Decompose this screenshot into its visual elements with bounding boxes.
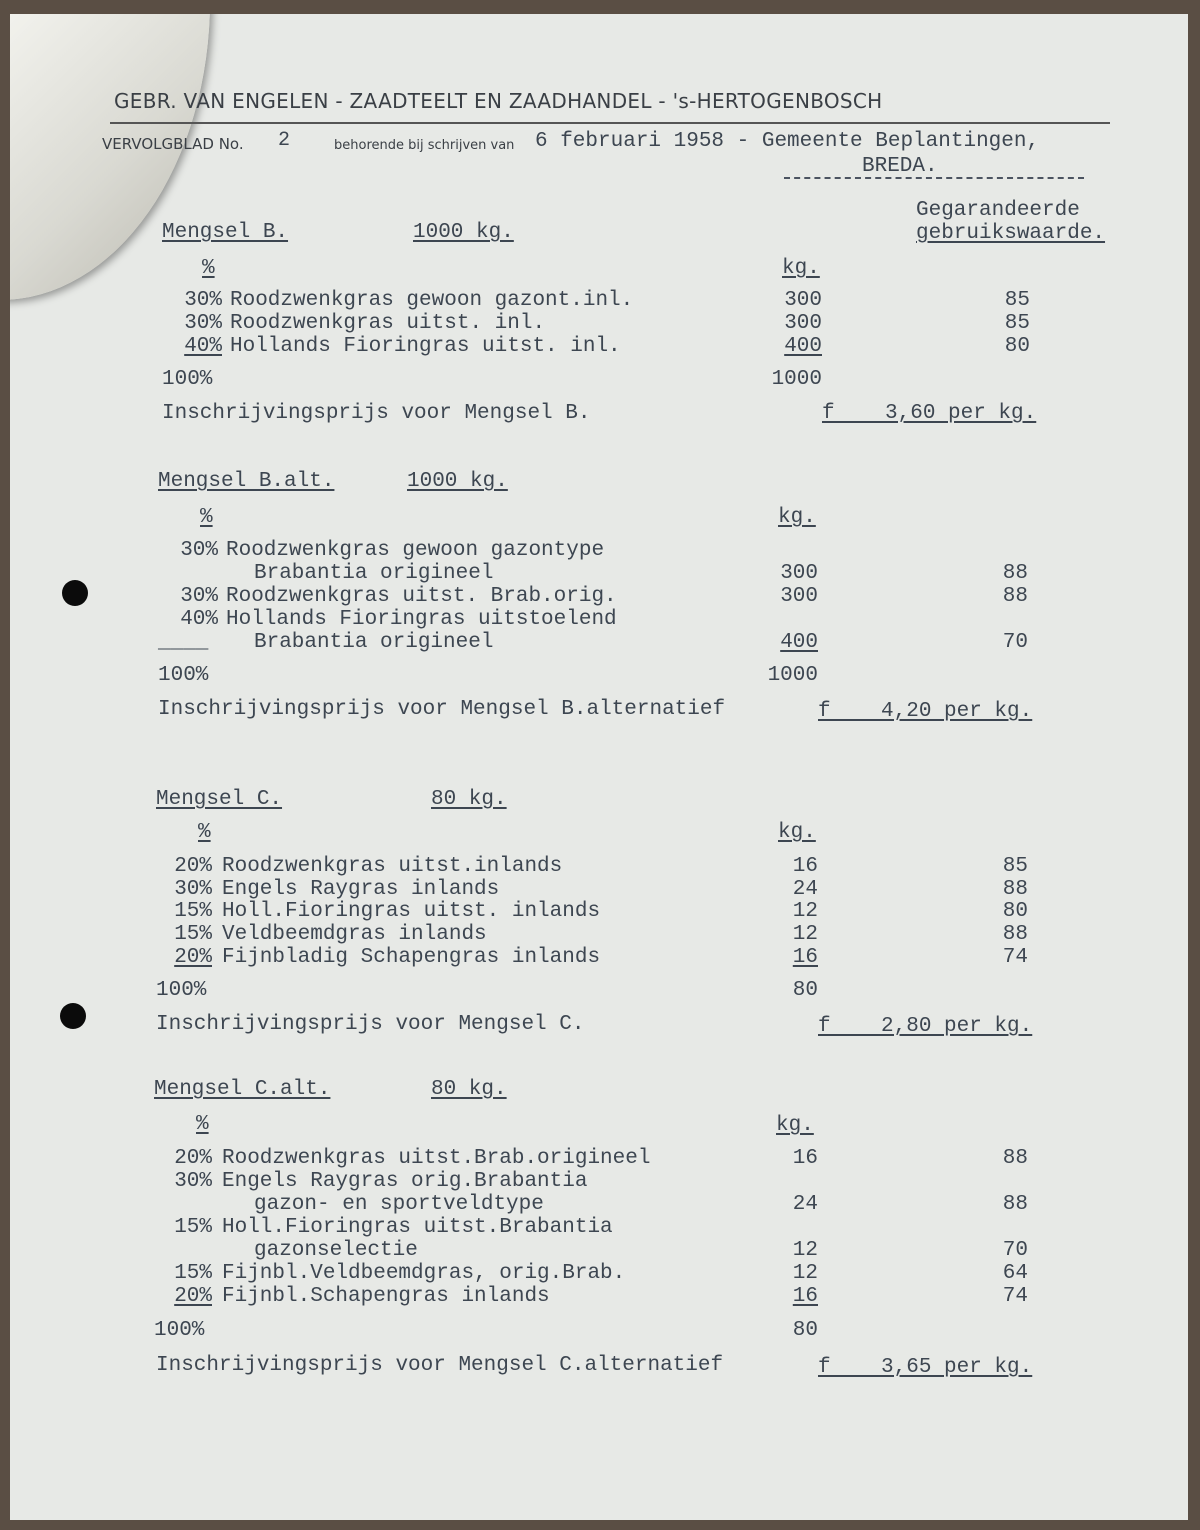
folded-corner	[10, 14, 210, 300]
price: f 2,80 per kg.	[818, 1015, 1033, 1038]
kg-header: kg.	[782, 257, 820, 280]
row-value: 74	[1002, 1285, 1028, 1308]
row-value: 85	[1004, 289, 1030, 312]
price-label: Inschrijvingsprijs voor Mengsel B.	[162, 402, 591, 425]
total-percent: 100%	[154, 1319, 205, 1342]
row-kg: 16	[792, 1285, 818, 1308]
row-percent: 40%	[180, 608, 218, 631]
percent-header: %	[200, 506, 213, 529]
mix-title: Mengsel C.	[156, 788, 283, 811]
document-page	[10, 14, 1188, 1520]
row-description: Hollands Fioringras uitstoelend	[226, 608, 617, 631]
total-kg: 1000	[767, 664, 818, 687]
row-kg: 12	[792, 1239, 818, 1262]
letterhead-rule	[110, 122, 1110, 124]
row-percent: 30%	[184, 289, 222, 312]
row-value: 85	[1004, 312, 1030, 335]
total-percent: 100%	[158, 664, 209, 687]
row-value: 80	[1004, 335, 1030, 358]
row-description: Roodzwenkgras gewoon gazont.inl.	[230, 289, 634, 312]
mix-quantity: 80 kg.	[431, 1078, 507, 1101]
row-percent: 15%	[174, 900, 212, 923]
city-underline	[784, 177, 1084, 179]
row-kg: 300	[784, 312, 822, 335]
sheet-number: 2	[278, 129, 291, 152]
row-description: Fijnbl.Veldbeemdgras, orig.Brab.	[222, 1262, 626, 1285]
row-value: 88	[1002, 1193, 1028, 1216]
punch-hole	[62, 580, 88, 606]
row-description: Veldbeemdgras inlands	[222, 923, 487, 946]
row-description: Holl.Fioringras uitst. inlands	[222, 900, 601, 923]
row-description-cont: gazonselectie	[254, 1239, 418, 1262]
row-percent: 30%	[184, 312, 222, 335]
row-percent: 20%	[174, 1147, 212, 1170]
row-value: 88	[1002, 585, 1028, 608]
city: BREDA.	[862, 155, 938, 178]
row-description: Fijnbladig Schapengras inlands	[222, 946, 601, 969]
row-description: Roodzwenkgras gewoon gazontype	[226, 539, 605, 562]
row-description: Engels Raygras inlands	[222, 878, 500, 901]
mix-quantity: 1000 kg.	[413, 221, 514, 244]
row-value: 88	[1002, 923, 1028, 946]
row-description-cont: Brabantia origineel	[254, 631, 494, 654]
price-label: Inschrijvingsprijs voor Mengsel B.alternatief	[158, 698, 726, 721]
row-kg: 300	[784, 289, 822, 312]
row-description-cont: gazon- en sportveldtype	[254, 1193, 544, 1216]
row-value: 88	[1002, 878, 1028, 901]
row-value: 64	[1002, 1262, 1028, 1285]
punch-hole	[60, 1003, 86, 1029]
mix-quantity: 1000 kg.	[407, 470, 508, 493]
reference-text: 6 februari 1958 - Gemeente Beplantingen,	[535, 130, 1040, 153]
guarantee-header-line2: gebruikswaarde.	[916, 222, 1106, 245]
mix-quantity: 80 kg.	[431, 788, 507, 811]
row-description: Roodzwenkgras uitst. inl.	[230, 312, 546, 335]
row-kg: 24	[792, 1193, 818, 1216]
price-label: Inschrijvingsprijs voor Mengsel C.alternatief	[156, 1354, 724, 1377]
row-percent: 30%	[180, 585, 218, 608]
letterhead: GEBR. VAN ENGELEN - ZAADTEELT EN ZAADHANDEL - 's-HERTOGENBOSCH	[114, 89, 883, 113]
row-percent: 20%	[174, 946, 212, 969]
row-value: 80	[1002, 900, 1028, 923]
row-kg: 12	[792, 1262, 818, 1285]
mix-title: Mengsel B.alt.	[158, 470, 335, 493]
mix-title: Mengsel B.	[162, 221, 289, 244]
price: f 4,20 per kg.	[818, 700, 1033, 723]
row-percent: 40%	[184, 335, 222, 358]
row-kg: 16	[792, 855, 818, 878]
row-value: 70	[1002, 1239, 1028, 1262]
row-description: Roodzwenkgras uitst.Brab.origineel	[222, 1147, 651, 1170]
price-label: Inschrijvingsprijs voor Mengsel C.	[156, 1013, 585, 1036]
row-kg: 300	[780, 562, 818, 585]
row-value: 74	[1002, 946, 1028, 969]
percent-header: %	[196, 1113, 209, 1136]
row-value: 85	[1002, 855, 1028, 878]
guarantee-header-line1: Gegarandeerde	[916, 199, 1080, 222]
total-kg: 1000	[771, 368, 822, 391]
price: f 3,65 per kg.	[818, 1356, 1033, 1379]
row-description: Engels Raygras orig.Brabantia	[222, 1170, 588, 1193]
row-description-cont: Brabantia origineel	[254, 562, 494, 585]
row-percent: 20%	[174, 855, 212, 878]
total-kg: 80	[792, 1319, 818, 1342]
percent-rule: ____	[158, 631, 209, 654]
percent-header: %	[202, 257, 215, 280]
row-percent: 30%	[180, 539, 218, 562]
row-value: 70	[1002, 631, 1028, 654]
row-percent: 30%	[174, 878, 212, 901]
reference-label: behorende bij schrijven van	[334, 138, 515, 153]
row-value: 88	[1002, 1147, 1028, 1170]
row-kg: 400	[780, 631, 818, 654]
total-percent: 100%	[156, 979, 207, 1002]
row-percent: 15%	[174, 1262, 212, 1285]
row-value: 88	[1002, 562, 1028, 585]
row-description: Roodzwenkgras uitst. Brab.orig.	[226, 585, 617, 608]
row-percent: 20%	[174, 1285, 212, 1308]
row-kg: 300	[780, 585, 818, 608]
row-percent: 15%	[174, 923, 212, 946]
row-percent: 30%	[174, 1170, 212, 1193]
row-percent: 15%	[174, 1216, 212, 1239]
row-description: Holl.Fioringras uitst.Brabantia	[222, 1216, 613, 1239]
row-kg: 12	[792, 900, 818, 923]
row-kg: 400	[784, 335, 822, 358]
row-kg: 16	[792, 946, 818, 969]
kg-header: kg.	[776, 1114, 814, 1137]
total-kg: 80	[792, 979, 818, 1002]
row-description: Roodzwenkgras uitst.inlands	[222, 855, 563, 878]
sheet-label: VERVOLGBLAD No.	[102, 135, 244, 153]
percent-header: %	[198, 821, 211, 844]
mix-title: Mengsel C.alt.	[154, 1078, 331, 1101]
row-kg: 16	[792, 1147, 818, 1170]
row-description: Fijnbl.Schapengras inlands	[222, 1285, 550, 1308]
total-percent: 100%	[162, 368, 213, 391]
kg-header: kg.	[778, 821, 816, 844]
row-kg: 24	[792, 878, 818, 901]
kg-header: kg.	[778, 506, 816, 529]
row-kg: 12	[792, 923, 818, 946]
price: f 3,60 per kg.	[822, 402, 1037, 425]
row-description: Hollands Fioringras uitst. inl.	[230, 335, 621, 358]
